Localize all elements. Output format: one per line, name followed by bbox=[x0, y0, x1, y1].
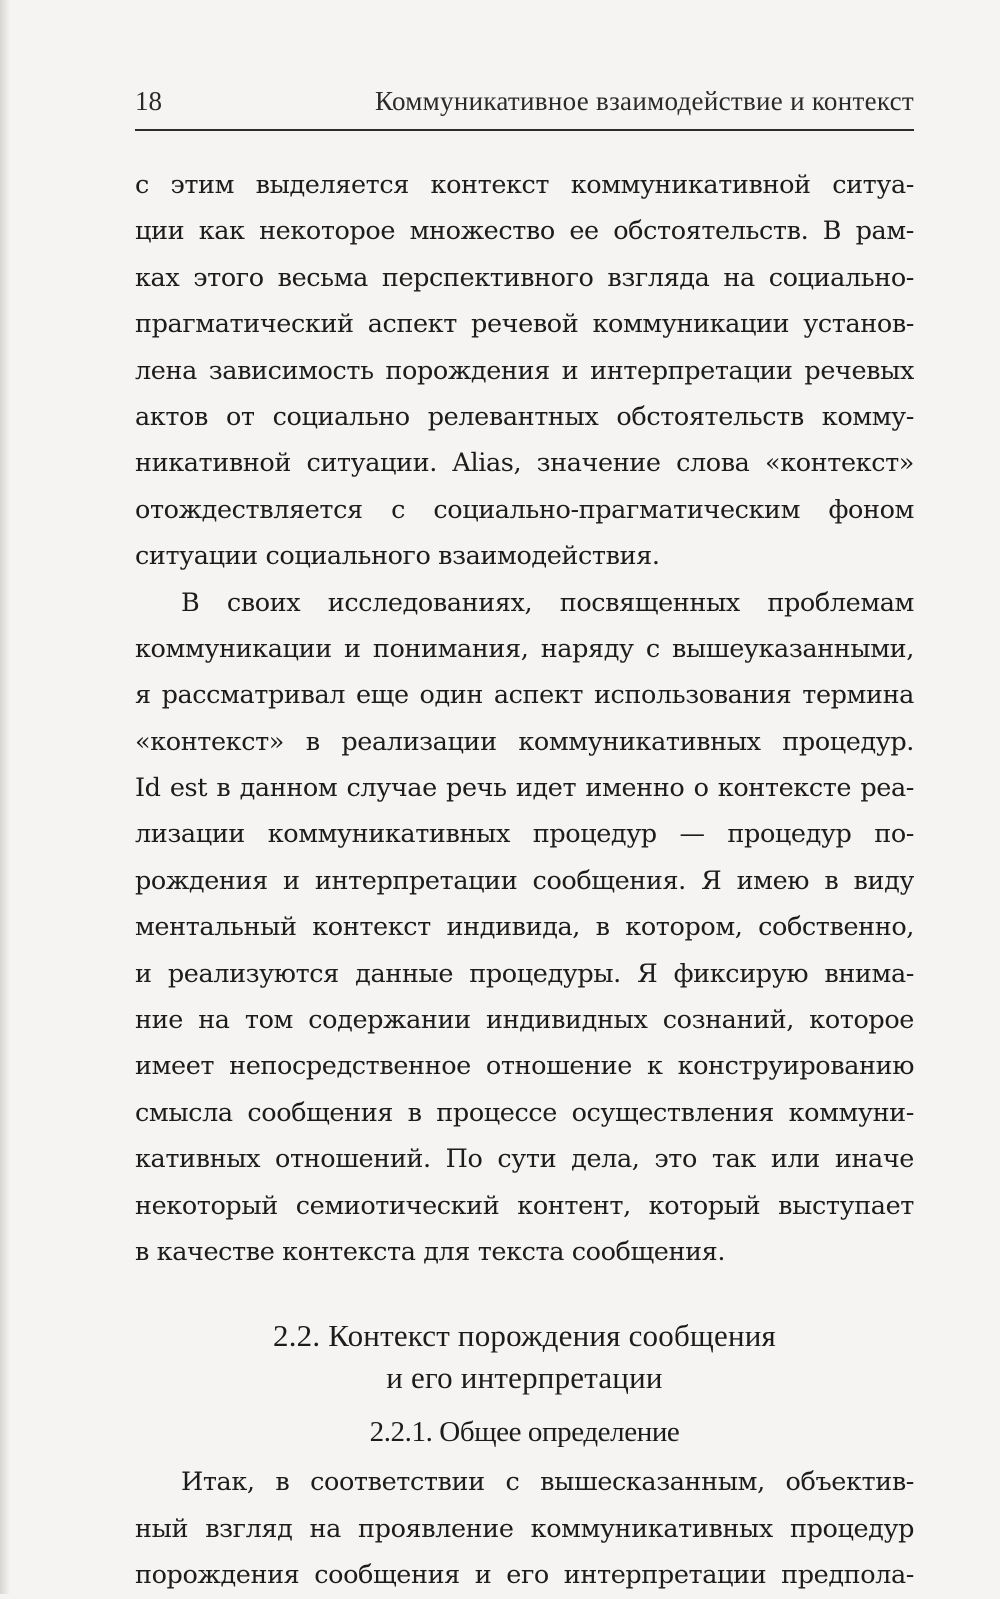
text-line: я рассматривал еще один аспект использования термина bbox=[135, 680, 914, 711]
text-line: кативных отношений. По сути дела, это так или иначе bbox=[135, 1144, 914, 1175]
page-body bbox=[135, 162, 914, 1599]
page-header bbox=[135, 82, 914, 124]
text-line: некоторый семиотический контент, который выступает bbox=[135, 1190, 914, 1221]
text-line: порождения сообщения и его интерпретации предпола- bbox=[135, 1560, 914, 1591]
text-line: актов от социально релевантных обстоятельств комму- bbox=[135, 401, 914, 432]
text-line: ние на том содержании индивидных сознаний, которое bbox=[135, 1005, 914, 1036]
text-line: никативной ситуации. Alias, значение слова «контекст» bbox=[135, 448, 914, 479]
text-line: имеет непосредственное отношение к конструированию bbox=[135, 1051, 914, 1082]
text-line: ках этого весьма перспективного взгляда на социально- bbox=[135, 262, 914, 293]
text-line: ситуации социального взаимодействия. bbox=[135, 541, 660, 572]
page-number: 18 bbox=[135, 86, 162, 116]
text-line: смысла сообщения в процессе осуществления коммуни- bbox=[135, 1097, 914, 1128]
text-line: «контекст» в реализации коммуникативных процедур. bbox=[135, 726, 914, 757]
page-edge-shadow bbox=[0, 0, 10, 1594]
text-line: в качестве контекста для текста сообщения. bbox=[135, 1236, 726, 1267]
text-line: ный взгляд на проявление коммуникативных процедур bbox=[135, 1513, 914, 1544]
text-line: ции как некоторое множество ее обстоятельств. В рам- bbox=[135, 216, 914, 247]
text-line: рождения и интерпретации сообщения. Я имею в виду bbox=[135, 865, 914, 896]
paragraph-1 bbox=[135, 162, 914, 580]
text-line: лена зависимость порождения и интерпретации речевых bbox=[135, 355, 914, 386]
text-line: Id est в данном случае речь идет именно о контексте реа- bbox=[135, 773, 914, 804]
running-head: Коммуникативное взаимодействие и контекст bbox=[375, 86, 914, 116]
text-line: коммуникации и понимания, наряду с вышеуказанными, bbox=[135, 633, 914, 664]
section-heading bbox=[135, 1315, 914, 1399]
text-line: В своих исследованиях, посвященных проблемам bbox=[181, 587, 914, 618]
text-line: и реализуются данные процедуры. Я фиксирую внима- bbox=[135, 958, 914, 989]
section-heading-line: и его интерпретации bbox=[386, 1360, 663, 1396]
text-line: ментальный контекст индивида, в котором, собственно, bbox=[135, 912, 914, 943]
text-line: отождествляется с социально-прагматическим фоном bbox=[135, 494, 914, 525]
text-line: с этим выделяется контекст коммуникативной ситуа- bbox=[135, 170, 914, 200]
text-line: лизации коммуникативных процедур — процедур по- bbox=[135, 819, 914, 850]
section-heading-line: 2.2. Контекст порождения сообщения bbox=[273, 1318, 776, 1354]
paragraph-3 bbox=[135, 1459, 914, 1598]
text-line: Итак, в соответствии с вышесказанным, объектив- bbox=[181, 1467, 914, 1498]
text-line: прагматический аспект речевой коммуникации установ- bbox=[135, 309, 914, 340]
subsection-heading: 2.2.1. Общее определение bbox=[369, 1416, 680, 1449]
header-rule bbox=[135, 129, 914, 131]
paragraph-2 bbox=[135, 580, 914, 1276]
